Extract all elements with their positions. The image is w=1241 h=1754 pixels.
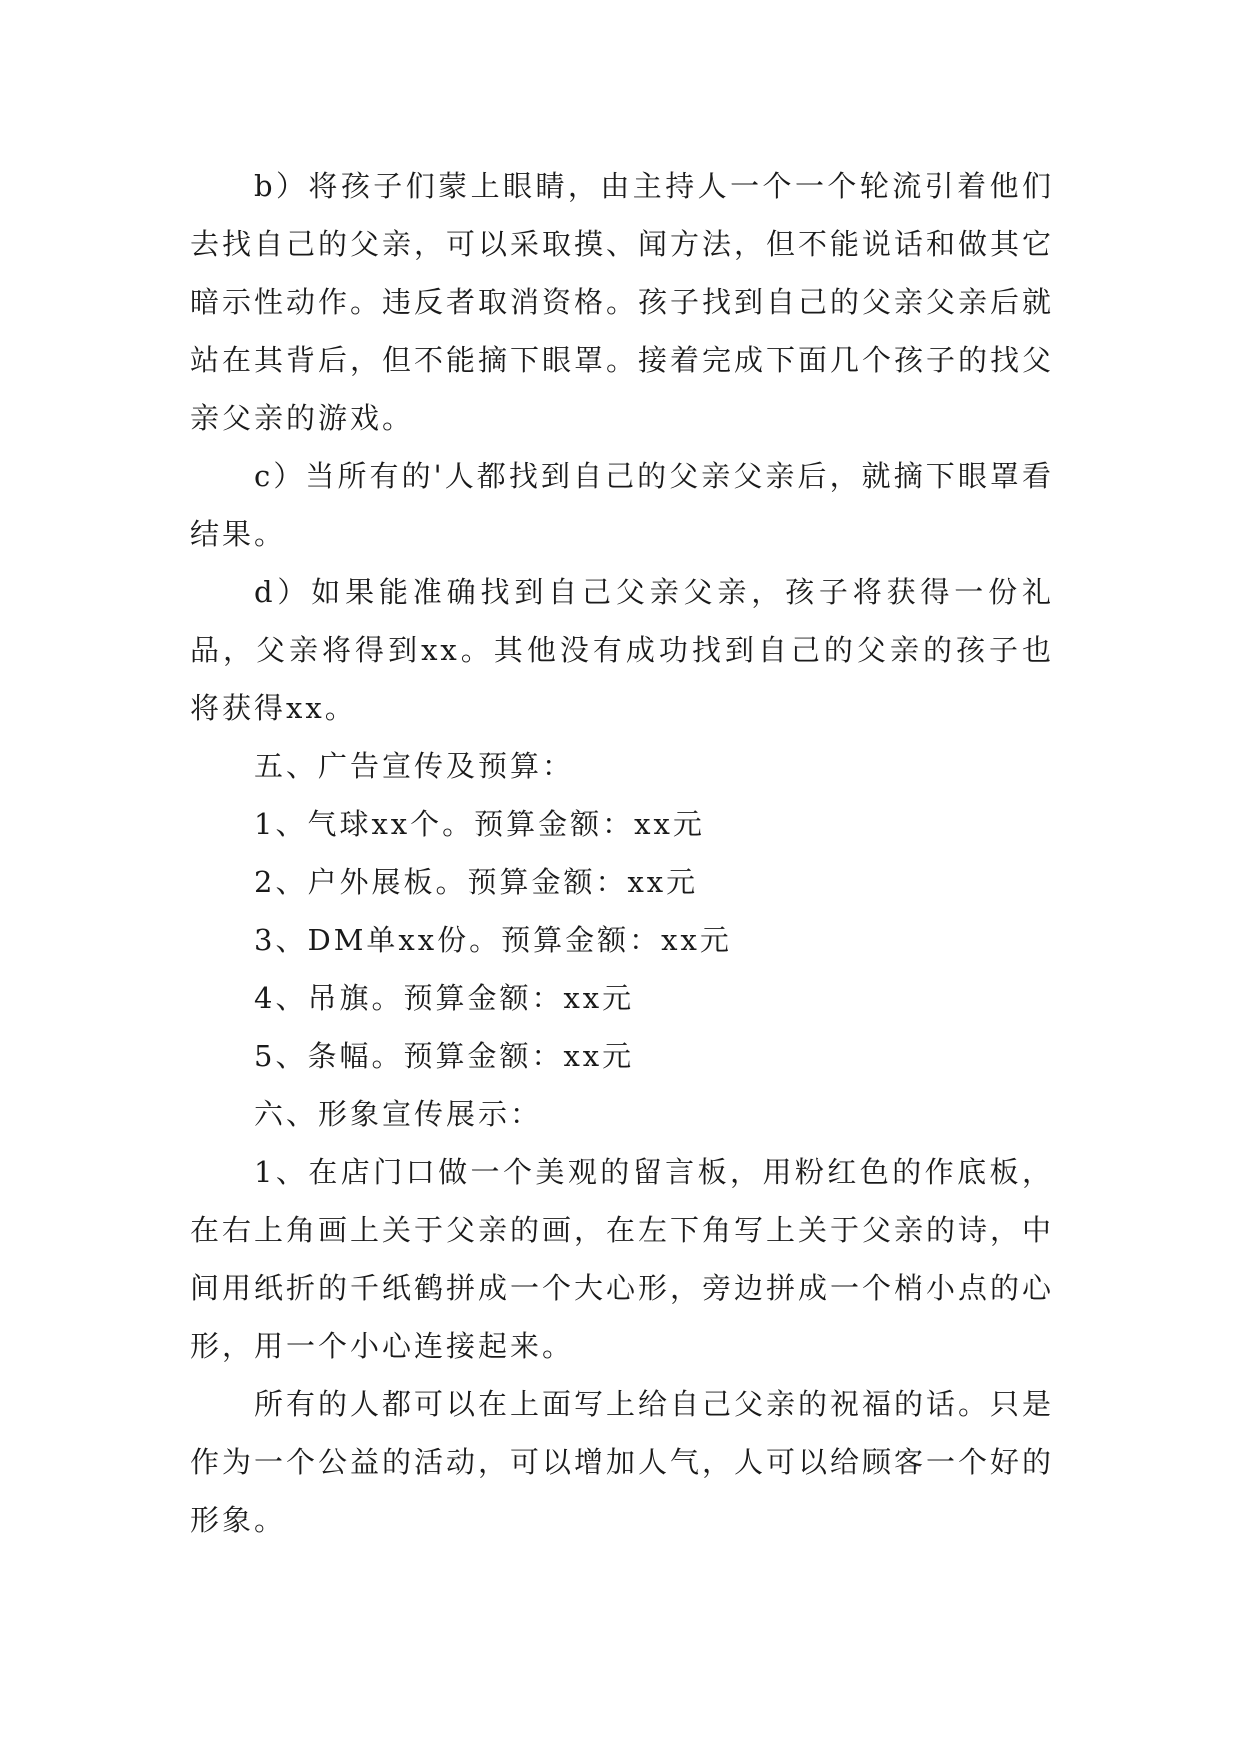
section-heading-advertising-budget: 五、广告宣传及预算： [254,749,575,783]
paragraph-game-rule-b: b）将孩子们蒙上眼睛，由主持人一个一个轮流引着他们去找自己的父亲，可以采取摸、闻方法，但不能说话和做其它暗示性动作。违反者取消资格。孩子找到自己的父亲父亲后就站在其背后，但不能摘下眼罩。接着完成下面几个孩子的找父亲父亲的游戏。 [190,169,1055,435]
budget-item-outdoor-board: 2、户外展板。预算金额：xx元 [254,865,699,899]
paragraph-game-rule-c: c）当所有的'人都找到自己的父亲父亲后，就摘下眼罩看结果。 [190,459,1054,551]
section-heading-image-display: 六、形象宣传展示： [254,1097,543,1131]
document-body [190,157,1054,1549]
paragraph-game-rule-d: d）如果能准确找到自己父亲父亲，孩子将获得一份礼品，父亲将得到xx。其他没有成功找到自己的父亲的孩子也将获得xx。 [190,575,1054,725]
paragraph-message-board: 1、在店门口做一个美观的留言板，用粉红色的作底板，在右上角画上关于父亲的画，在左下角写上关于父亲的诗，中间用纸折的千纸鹤拼成一个大心形，旁边拼成一个梢小点的心形，用一个小心连接起来。 [190,1155,1055,1363]
paragraph-public-welfare: 所有的人都可以在上面写上给自己父亲的祝福的话。只是作为一个公益的活动，可以增加人气，人可以给顾客一个好的形象。 [190,1387,1055,1537]
budget-item-balloons: 1、气球xx个。预算金额：xx元 [254,807,705,841]
budget-item-banners: 5、条幅。预算金额：xx元 [254,1039,635,1073]
budget-item-hanging-flags: 4、吊旗。预算金额：xx元 [254,981,635,1015]
budget-item-dm-flyers: 3、DM单xx份。预算金额：xx元 [254,923,732,957]
